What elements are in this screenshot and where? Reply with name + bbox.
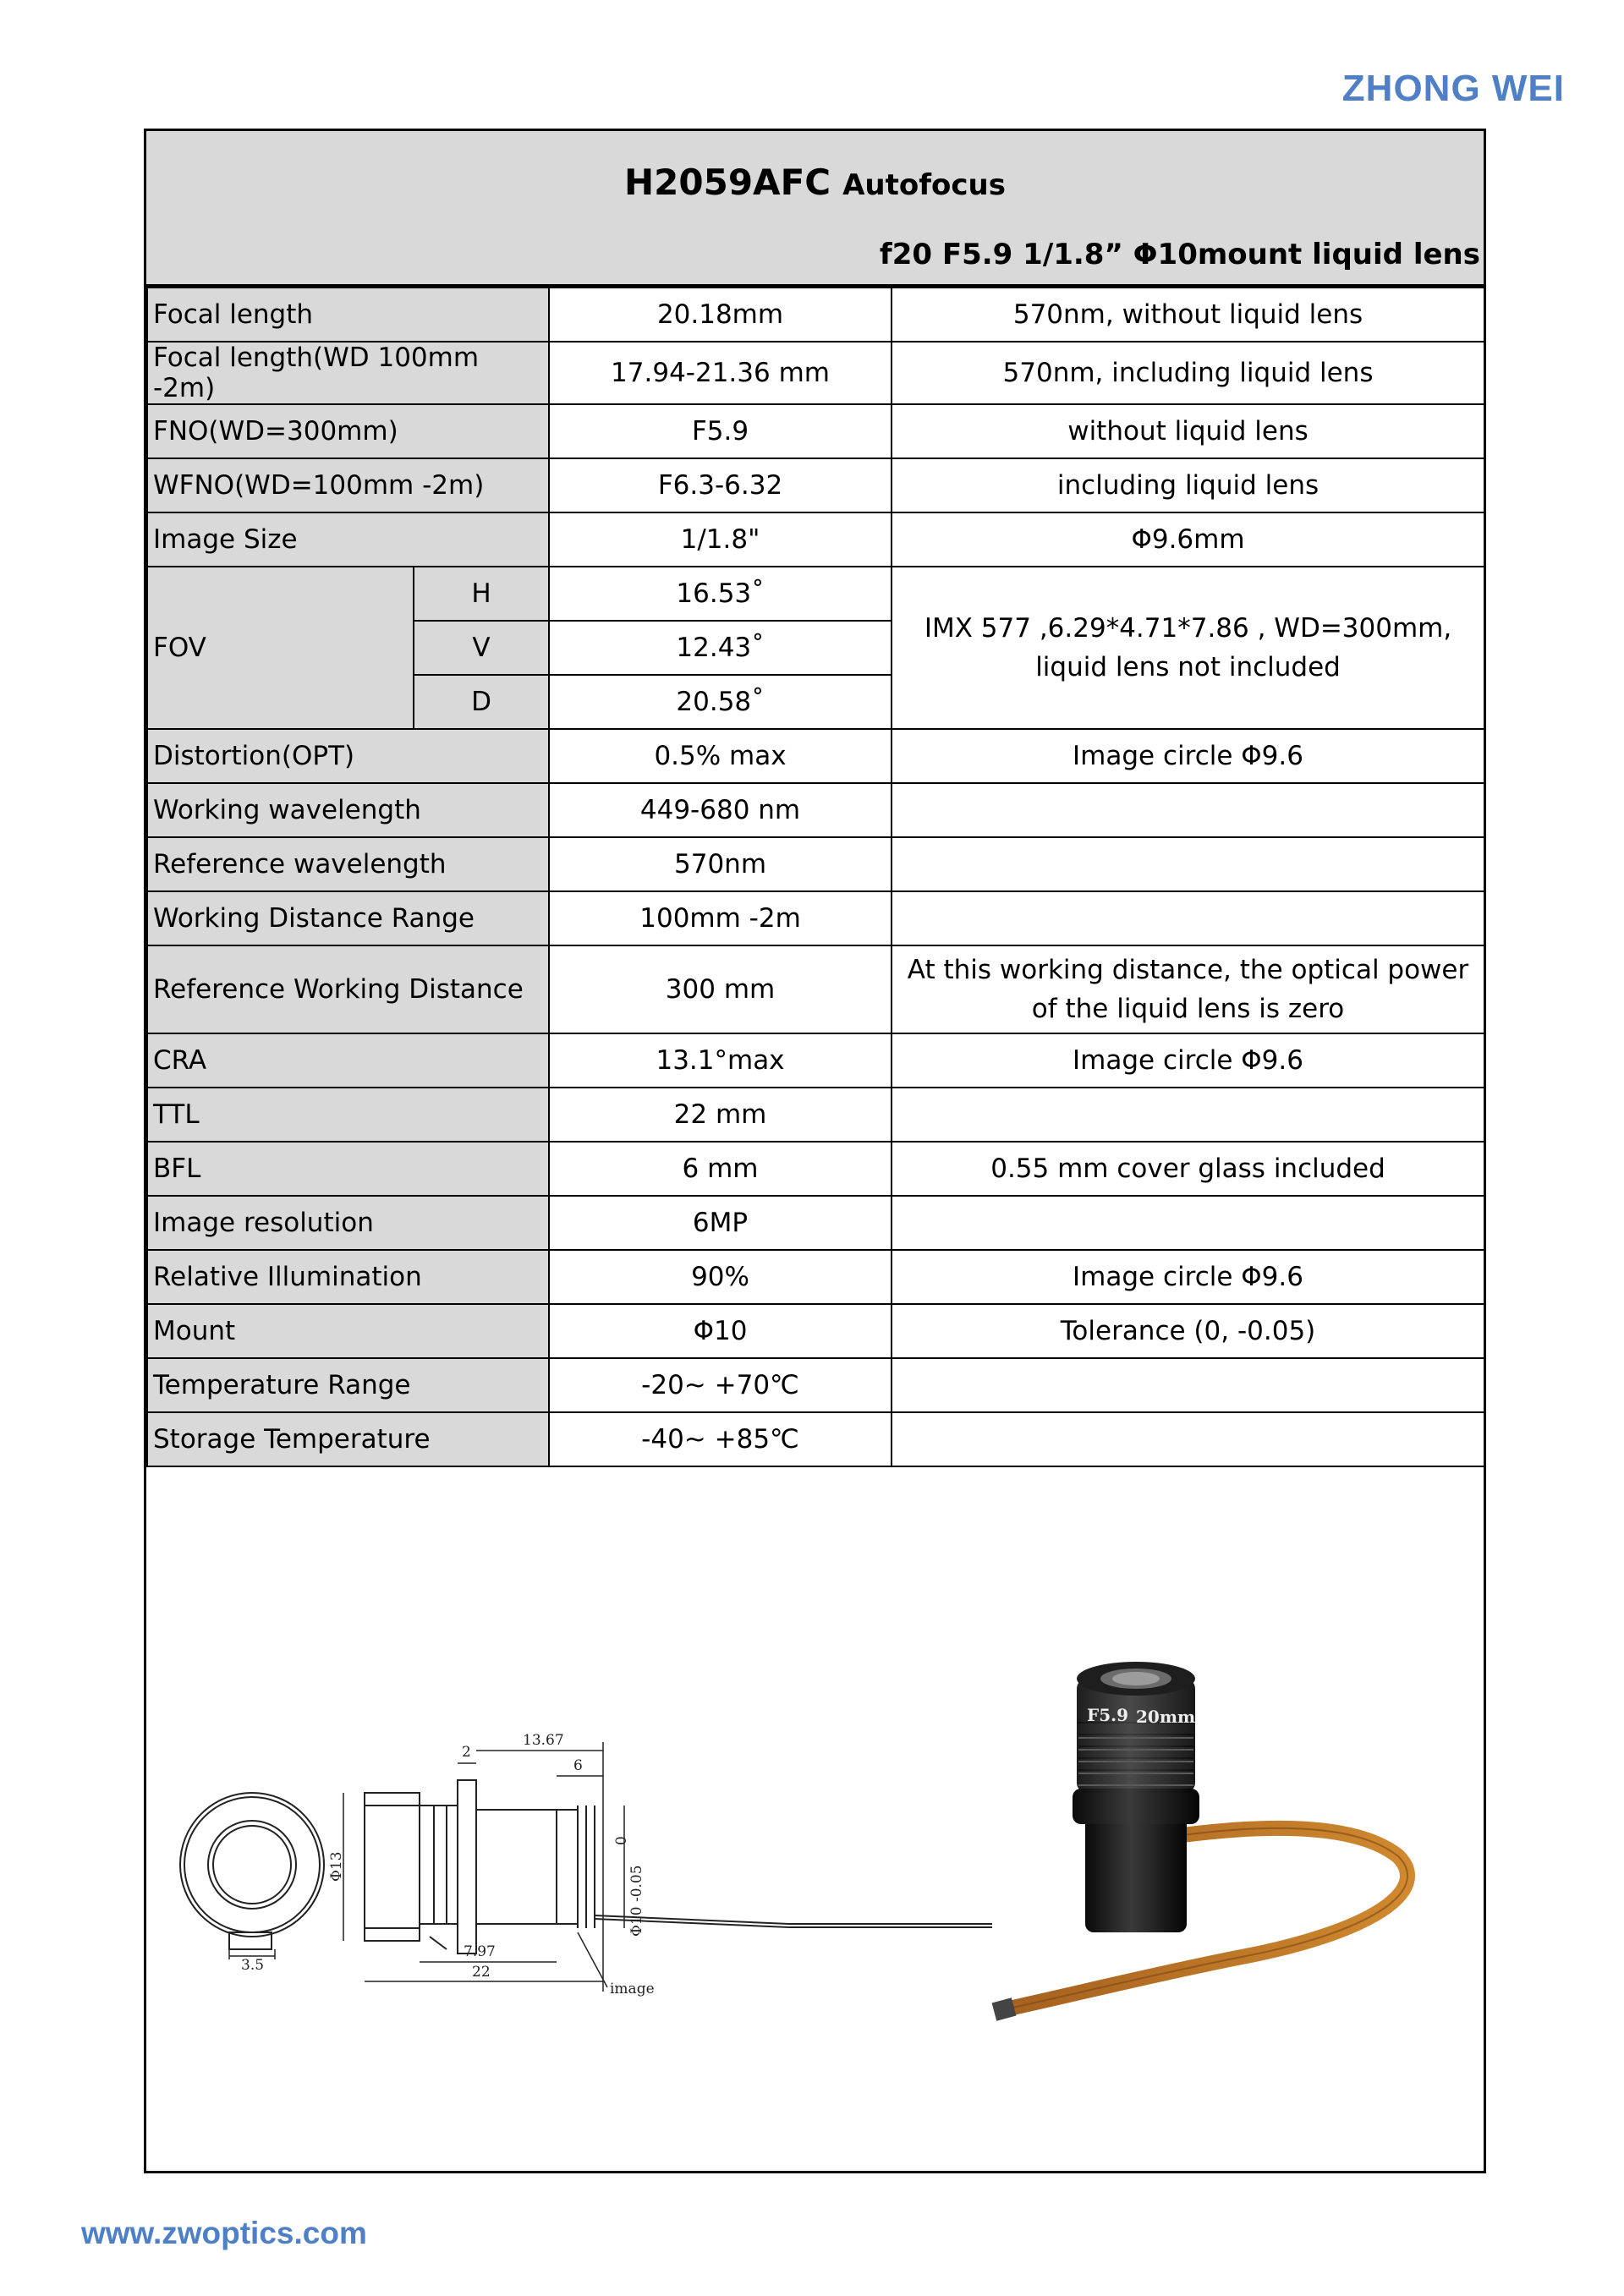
table-row	[147, 1250, 1484, 1304]
table-row	[147, 1304, 1484, 1358]
lens-print-mm: 20mm	[1136, 1707, 1196, 1727]
fov-row-h	[147, 567, 1484, 621]
row-label: Working wavelength	[147, 783, 549, 837]
row-note	[892, 1412, 1484, 1466]
fov-d-value: 20.58˚	[549, 675, 892, 729]
row-value: 17.94-21.36 mm	[549, 342, 892, 404]
row-note	[892, 1088, 1484, 1142]
row-label: Focal length	[147, 288, 549, 342]
drawing-area	[146, 1526, 1484, 2169]
dim-zero: 0	[613, 1836, 630, 1845]
table-row	[147, 729, 1484, 783]
row-label: Focal length(WD 100mm -2m)	[147, 342, 549, 404]
row-value: 20.18mm	[549, 288, 892, 342]
row-note: without liquid lens	[892, 404, 1484, 458]
side-view	[328, 1732, 992, 1997]
spec-sheet	[144, 129, 1486, 2173]
row-label: Reference wavelength	[147, 837, 549, 891]
row-label: BFL	[147, 1142, 549, 1196]
image-label: image	[610, 1981, 655, 1997]
row-value: 570nm	[549, 837, 892, 891]
lens-photo	[984, 1653, 1474, 2059]
table-row	[147, 458, 1484, 512]
row-value: Φ10	[549, 1304, 892, 1358]
fov-note: IMX 577 ,6.29*4.71*7.86 , WD=300mm, liquid lens not included	[892, 567, 1484, 729]
dim-13-67: 13.67	[523, 1732, 564, 1749]
row-note: 0.55 mm cover glass included	[892, 1142, 1484, 1196]
row-note	[892, 837, 1484, 891]
row-value: 100mm -2m	[549, 891, 892, 945]
row-value: 6 mm	[549, 1142, 892, 1196]
row-label: Image Size	[147, 512, 549, 567]
table-row	[147, 404, 1484, 458]
row-note: Tolerance (0, -0.05)	[892, 1304, 1484, 1358]
dim-phi10: Φ10 -0.05	[628, 1865, 645, 1937]
row-value: 13.1°max	[549, 1033, 892, 1088]
table-row	[147, 891, 1484, 945]
table-row	[147, 288, 1484, 342]
row-note	[892, 1358, 1484, 1412]
table-row	[147, 783, 1484, 837]
table-row	[147, 945, 1484, 1033]
row-label: Storage Temperature	[147, 1412, 549, 1466]
technical-drawing	[146, 1662, 992, 2085]
brand-logo-text: ZHONG WEI	[1341, 68, 1565, 109]
table-row	[147, 1088, 1484, 1142]
row-value: 90%	[549, 1250, 892, 1304]
row-label: TTL	[147, 1088, 549, 1142]
row-label: Mount	[147, 1304, 549, 1358]
row-note: 570nm, without liquid lens	[892, 288, 1484, 342]
dim-7-97: 7.97	[464, 1943, 496, 1960]
row-label: Temperature Range	[147, 1358, 549, 1412]
row-value: 0.5% max	[549, 729, 892, 783]
table-row	[147, 1412, 1484, 1466]
fov-h-value: 16.53˚	[549, 567, 892, 621]
row-note	[892, 783, 1484, 837]
row-value: -20~ +70℃	[549, 1358, 892, 1412]
row-value: 449-680 nm	[549, 783, 892, 837]
model-title: H2059AFC	[624, 162, 831, 203]
dim-6: 6	[573, 1757, 583, 1774]
row-note	[892, 891, 1484, 945]
table-row	[147, 1033, 1484, 1088]
table-row	[147, 1196, 1484, 1250]
row-value: 6MP	[549, 1196, 892, 1250]
row-label: Working Distance Range	[147, 891, 549, 945]
table-row	[147, 342, 1484, 404]
front-view	[180, 1793, 324, 1974]
model-subtitle: f20 F5.9 1/1.8” Φ10mount liquid lens	[879, 238, 1480, 271]
fov-v-value: 12.43˚	[549, 621, 892, 675]
row-label: CRA	[147, 1033, 549, 1088]
row-label: Reference Working Distance	[147, 945, 549, 1033]
row-note: Image circle Φ9.6	[892, 729, 1484, 783]
row-label: Relative Illumination	[147, 1250, 549, 1304]
fov-label: FOV	[147, 567, 414, 729]
row-note: including liquid lens	[892, 458, 1484, 512]
dim-2: 2	[462, 1744, 471, 1761]
table-row	[147, 1358, 1484, 1412]
row-note	[892, 1196, 1484, 1250]
footer-url: www.zwoptics.com	[81, 2216, 367, 2250]
lens-print-f: F5.9	[1087, 1705, 1128, 1725]
table-row	[147, 1142, 1484, 1196]
fov-d-label: D	[414, 675, 549, 729]
row-note: At this working distance, the optical power of the liquid lens is zero	[892, 945, 1484, 1033]
dim-3-5: 3.5	[241, 1957, 265, 1974]
title-line	[146, 162, 1484, 203]
dim-phi13: Φ13	[328, 1851, 345, 1882]
table-row	[147, 837, 1484, 891]
row-label: Image resolution	[147, 1196, 549, 1250]
row-value: 22 mm	[549, 1088, 892, 1142]
spec-header	[146, 131, 1484, 287]
row-label: Distortion(OPT)	[147, 729, 549, 783]
model-mode: Autofocus	[842, 168, 1006, 202]
row-value: -40~ +85℃	[549, 1412, 892, 1466]
row-note: Image circle Φ9.6	[892, 1250, 1484, 1304]
row-label: WFNO(WD=100mm -2m)	[147, 458, 549, 512]
fov-h-label: H	[414, 567, 549, 621]
row-value: F6.3-6.32	[549, 458, 892, 512]
row-value: 300 mm	[549, 945, 892, 1033]
row-note: Φ9.6mm	[892, 512, 1484, 567]
row-note: 570nm, including liquid lens	[892, 342, 1484, 404]
spec-table	[146, 287, 1485, 1467]
row-note: Image circle Φ9.6	[892, 1033, 1484, 1088]
row-value: F5.9	[549, 404, 892, 458]
dim-22: 22	[472, 1964, 491, 1981]
row-value: 1/1.8"	[549, 512, 892, 567]
row-label: FNO(WD=300mm)	[147, 404, 549, 458]
table-row	[147, 512, 1484, 567]
fov-v-label: V	[414, 621, 549, 675]
